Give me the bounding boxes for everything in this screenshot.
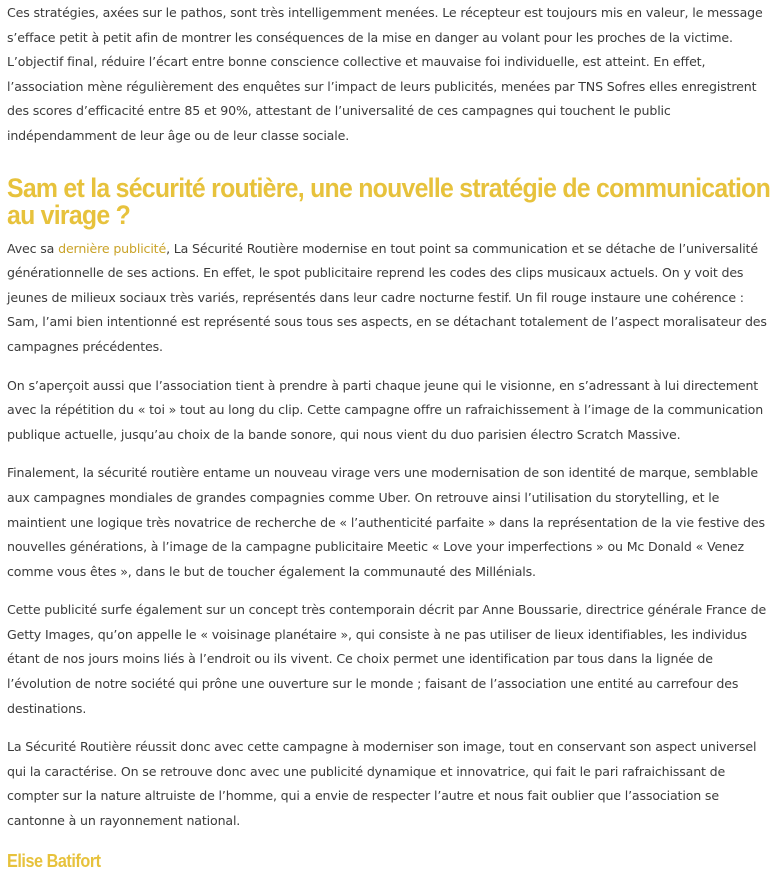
intro-paragraph: Ces stratégies, axées sur le pathos, sont très intelligemment menées. Le récepteur est toujours mis en valeur, le message s’efface petit à petit afin de montrer les conséquences de la mise en danger au volant pour les proches de la victime. L’objectif final, réduire l’écart entre bonne conscience collective et mauvaise foi individuelle, est atteint. En effet, l’association mène régulièrement des enquêtes sur l’impact de leurs publicités, menées par TNS Sofres elles enregistrent des scores d’efficacité entre 85 et 90%, attestant de l’universalité de ces campagnes qui touchent le public indépendamment de leur âge ou de leur classe sociale. — [7, 5, 763, 143]
paragraph-conclusion: La Sécurité Routière réussit donc avec cette campagne à moderniser son image, tout en conservant son aspect universel qui la caractérise. On se retrouve donc avec une publicité dynamique et innovatrice, qui fait le pari rafraichissant de compter sur la nature altruiste de l’homme, qui a envie de respecter l’autre et nous fait oublier que l’association se cantonne à un rayonnement national. — [7, 739, 757, 829]
article-body — [7, 0, 771, 872]
latest-ad-link[interactable]: dernière publicité — [58, 240, 167, 256]
paragraph-latest-ad — [7, 237, 767, 360]
paragraph-voisinage-planetaire: Cette publicité surfe également sur un concept très contemporain décrit par Anne Boussarie, directrice générale France de Getty Images, qu’on appelle le « voisinage planétaire », qui consiste à ne pas utiliser de lieux identifiables, les individus étant de nos jours moins liés à l’endroit ou ils vivent. Ce choix permet une identification par tous dans la lignée de l’évolution de notre société qui prône une ouverture sur le monde ; faisant de l’association une entité au carrefour des destinations. — [7, 602, 767, 716]
paragraph-text-rest: , La Sécurité Routière modernise en tout point sa communication et se détache de l’universalité générationnelle de ses actions. En effet, le spot publicitaire reprend les codes des clips musicaux actuels. On y voit des jeunes de milieux sociaux très variés, représentés dans leur cadre nocturne festif. Un fil rouge instaure une cohérence : Sam, l’ami bien intentionné est représenté sous tous ses aspects, en se détachant totalement de l’aspect moralisateur des campagnes précédentes. — [7, 240, 767, 354]
section-heading-line-2: au virage ? — [7, 199, 131, 230]
section-heading — [7, 172, 771, 230]
author-name: Elise Batifort — [7, 850, 101, 871]
paragraph-text-start: Avec sa — [7, 240, 59, 256]
paragraph-toi-repetition: On s’aperçoit aussi que l’association tient à prendre à parti chaque jeune qui le visionne, en s’adressant à lui directement avec la répétition du « toi » tout au long du clip. Cette campagne offre un rafraichissement à l’image de la communication publique actuelle, jusqu’au choix de la bande sonore, qui nous vient du duo parisien électro Scratch Massive. — [7, 377, 764, 442]
paragraph-brand-identity: Finalement, la sécurité routière entame un nouveau virage vers une modernisation de son identité de marque, semblable aux campagnes mondiales de grandes compagnies comme Uber. On retrouve ainsi l’utilisation du storytelling, et le maintient une logique très novatrice de recherche de « l’authenticité parfaite » dans la représentation de la vie festive des nouvelles générations, à l’image de la campagne publicitaire Meetic « Love your imperfections » ou Mc Donald « Venez comme vous êtes », dans le but de toucher également la communauté des Millénials. — [7, 465, 765, 579]
section-heading-line-1: Sam et la sécurité routière, une nouvelle stratégie de communication — [7, 172, 771, 203]
